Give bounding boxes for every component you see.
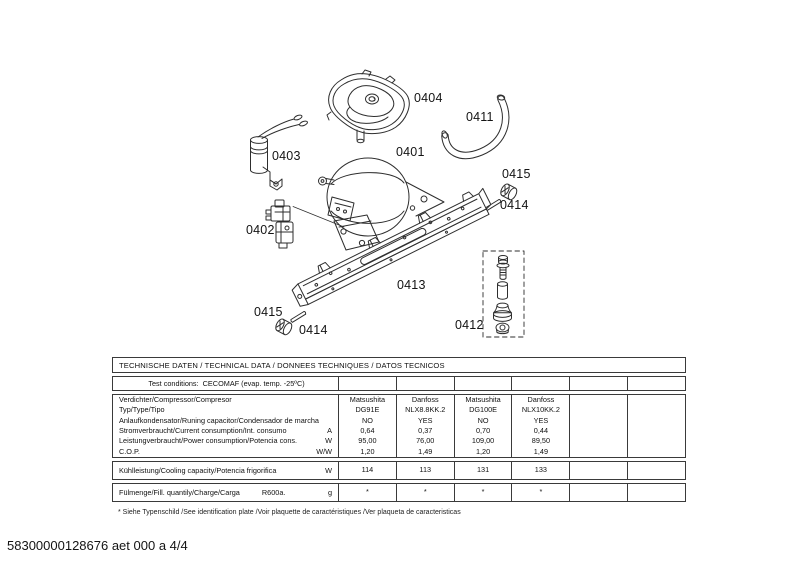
cell: NLX10KK.2 (521, 405, 560, 415)
cooling-cell-3: 131 (454, 462, 512, 479)
test-conditions-cell-2 (396, 377, 454, 390)
fill-label: Fülmenge/Fill. quantily/Charge/Carga (119, 488, 240, 497)
row-label: Anlaufkondensator/Runing capacitor/Condensador de marcha (119, 415, 319, 425)
part-0404-evaporation-tray (327, 70, 409, 143)
part-0412-mounting-kit (483, 251, 524, 337)
cooling-cell-4: 133 (511, 462, 569, 479)
fill-cell-2: * (396, 484, 454, 501)
test-conditions-cell-1 (338, 377, 396, 390)
part-label-0415-bottom: 0415 (254, 305, 283, 319)
cell: DG91E (355, 405, 380, 415)
data-column-1 (338, 395, 396, 457)
cell: 0,70 (475, 426, 491, 435)
part-label-0414-top: 0414 (500, 198, 529, 212)
fill-cell-3: * (454, 484, 512, 501)
footnote: * Siehe Typenschild /See identification plate /Voir plaquette de caractéristiques /Ver plaqueta de caracteristicas (118, 509, 461, 516)
cell: 1,49 (533, 446, 548, 456)
data-column-2 (396, 395, 454, 457)
cell: 1,49 (418, 446, 433, 456)
cell: 0,37 (418, 426, 433, 435)
fill-cell-4: * (511, 484, 569, 501)
part-0413-mounting-rail (288, 185, 495, 308)
cooling-capacity-block (112, 461, 686, 480)
cell: 89,50 (531, 436, 551, 446)
row-unit: W/W (316, 446, 332, 456)
cell: 0,44 (533, 426, 548, 435)
cell: 95,00 (358, 436, 377, 446)
cell: 76,00 (416, 436, 435, 446)
cell: NO (361, 415, 373, 425)
compressor-data-block (112, 394, 686, 458)
part-0414-pin-bottom (291, 311, 306, 322)
part-label-0415-top: 0415 (502, 167, 531, 181)
main-label-column (113, 395, 338, 457)
cell: Matsushita (349, 395, 386, 405)
test-conditions-cell-3 (454, 377, 512, 390)
cell: NO (477, 415, 489, 425)
cooling-cell-6 (627, 462, 685, 479)
fill-cell-5 (569, 484, 627, 501)
row-label: Typ/Type/Tipo (119, 405, 165, 415)
cell: 109,00 (471, 436, 495, 446)
data-column-5 (569, 395, 627, 457)
cell: Danfoss (527, 395, 555, 405)
part-0414-pin-top (486, 199, 501, 210)
document-id: 58300000128676 aet 000 a 4/4 (7, 538, 188, 553)
cell: 1,20 (475, 446, 491, 456)
cell: DG100E (469, 405, 498, 415)
cell: YES (417, 415, 433, 425)
part-label-0413: 0413 (397, 278, 426, 292)
cell: 0,64 (360, 426, 375, 435)
test-conditions-block (112, 376, 686, 391)
row-label: Stromverbraucht/Current consumption/Int. consumo (119, 426, 287, 435)
part-0402-relay (266, 200, 344, 248)
row-label: Leistungverbraucht/Power consumption/Potencia cons. (119, 436, 298, 446)
part-label-0411: 0411 (466, 110, 494, 124)
cell: Danfoss (411, 395, 439, 405)
cooling-cell-2: 113 (396, 462, 454, 479)
row-unit: W (325, 436, 332, 446)
test-conditions-cell-4 (511, 377, 569, 390)
cooling-unit: W (325, 466, 332, 475)
cooling-label-cell (113, 462, 338, 479)
part-0401-compressor (319, 158, 445, 250)
part-label-0401: 0401 (396, 145, 425, 159)
fill-cell-6 (627, 484, 685, 501)
fill-label-cell (113, 484, 338, 501)
cell: YES (533, 415, 549, 425)
cooling-cell-1: 114 (338, 462, 396, 479)
cell: 1,20 (360, 446, 375, 456)
data-column-6 (627, 395, 685, 457)
part-label-0414-bottom: 0414 (299, 323, 328, 337)
part-0411-tube (441, 94, 506, 155)
cooling-label: Kühlleistung/Cooling capacity/Potencia frigorifica (119, 466, 277, 475)
data-column-4 (511, 395, 569, 457)
test-conditions-cell-6 (627, 377, 685, 390)
table-title: TECHNISCHE DATEN / TECHNICAL DATA / DONNEES TECHNIQUES / DATOS TECNICOS (119, 360, 445, 370)
part-label-0402: 0402 (246, 223, 275, 237)
row-label: Verdichter/Compressor/Compresor (119, 395, 232, 405)
part-label-0403: 0403 (272, 149, 301, 163)
row-unit: A (327, 426, 332, 435)
fill-refrigerant: R600a. (261, 488, 286, 497)
part-label-0412: 0412 (455, 318, 484, 332)
fill-cell-1: * (338, 484, 396, 501)
cell: Matsushita (465, 395, 501, 405)
cooling-cell-5 (569, 462, 627, 479)
table-title-block (112, 357, 686, 373)
test-conditions-cell-5 (569, 377, 627, 390)
data-column-3 (454, 395, 512, 457)
cell: NLX8.8KK.2 (405, 405, 446, 415)
test-conditions-label: Test conditions: CECOMAF (evap. temp. -25ºC) (148, 379, 305, 388)
fill-unit: g (327, 488, 332, 497)
fill-quantity-block (112, 483, 686, 502)
row-label: C.O.P. (119, 446, 140, 456)
part-label-0404: 0404 (414, 91, 443, 105)
